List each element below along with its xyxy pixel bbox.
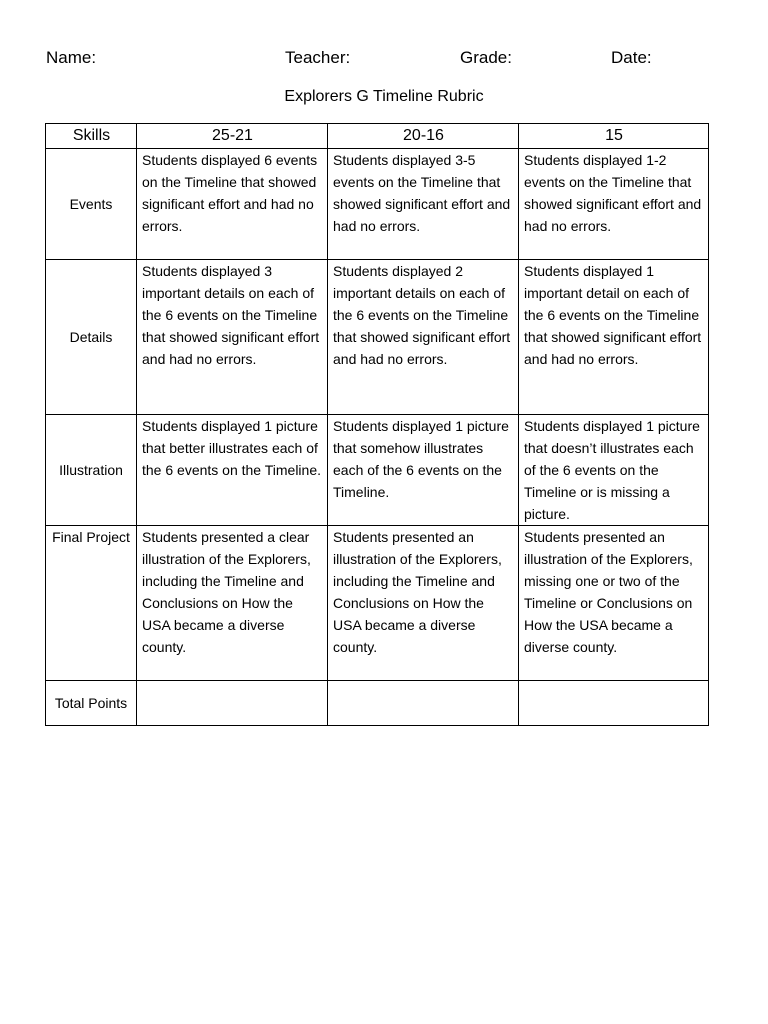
criteria-cell: Students displayed 3 important details on each of the 6 events on the Timeline that showed significant effort and had no errors. bbox=[137, 260, 328, 415]
skill-details: Details bbox=[46, 260, 137, 415]
grade-label: Grade: bbox=[460, 48, 512, 67]
header-score-high: 25-21 bbox=[137, 124, 328, 149]
table-row-final-project bbox=[46, 526, 709, 681]
rubric-table bbox=[45, 123, 709, 726]
total-cell bbox=[328, 681, 519, 726]
criteria-cell: Students displayed 3-5 events on the Timeline that showed significant effort and had no errors. bbox=[328, 149, 519, 260]
skill-final-project: Final Project bbox=[46, 526, 137, 681]
skill-illustration: Illustration bbox=[46, 415, 137, 526]
criteria-cell: Students displayed 6 events on the Timeline that showed significant effort and had no errors. bbox=[137, 149, 328, 260]
document-title: Explorers G Timeline Rubric bbox=[284, 88, 484, 105]
criteria-cell: Students presented an illustration of the Explorers, missing one or two of the Timeline or Conclusions on How the USA became a diverse county. bbox=[519, 526, 709, 681]
table-row-illustration bbox=[46, 415, 709, 526]
table-row-details bbox=[46, 260, 709, 415]
criteria-cell: Students displayed 1 picture that better illustrates each of the 6 events on the Timeline. bbox=[137, 415, 328, 526]
header-score-low: 15 bbox=[519, 124, 709, 149]
skill-events: Events bbox=[46, 149, 137, 260]
criteria-cell: Students displayed 2 important details on each of the 6 events on the Timeline that showed significant effort and had no errors. bbox=[328, 260, 519, 415]
header-fields bbox=[0, 48, 768, 72]
criteria-cell: Students displayed 1 picture that doesn’t illustrates each of the 6 events on the Timeline or is missing a picture. bbox=[519, 415, 709, 526]
name-label: Name: bbox=[46, 48, 97, 67]
criteria-cell: Students displayed 1 important detail on each of the 6 events on the Timeline that showed significant effort and had no errors. bbox=[519, 260, 709, 415]
table-row-total-points bbox=[46, 681, 709, 726]
header-skills: Skills bbox=[46, 124, 137, 149]
header-row bbox=[46, 124, 709, 149]
teacher-label: Teacher: bbox=[285, 48, 351, 67]
header-score-mid: 20-16 bbox=[328, 124, 519, 149]
total-cell bbox=[137, 681, 328, 726]
criteria-cell: Students displayed 1 picture that somehow illustrates each of the 6 events on the Timeline. bbox=[328, 415, 519, 526]
criteria-cell: Students presented a clear illustration of the Explorers, including the Timeline and Conclusions on How the USA became a diverse county. bbox=[137, 526, 328, 681]
date-label: Date: bbox=[611, 48, 652, 67]
criteria-cell: Students displayed 1-2 events on the Timeline that showed significant effort and had no errors. bbox=[519, 149, 709, 260]
total-cell bbox=[519, 681, 709, 726]
table-row-events bbox=[46, 149, 709, 260]
criteria-cell: Students presented an illustration of the Explorers, including the Timeline and Conclusions on How the USA became a diverse county. bbox=[328, 526, 519, 681]
skill-total-points: Total Points bbox=[46, 681, 137, 726]
